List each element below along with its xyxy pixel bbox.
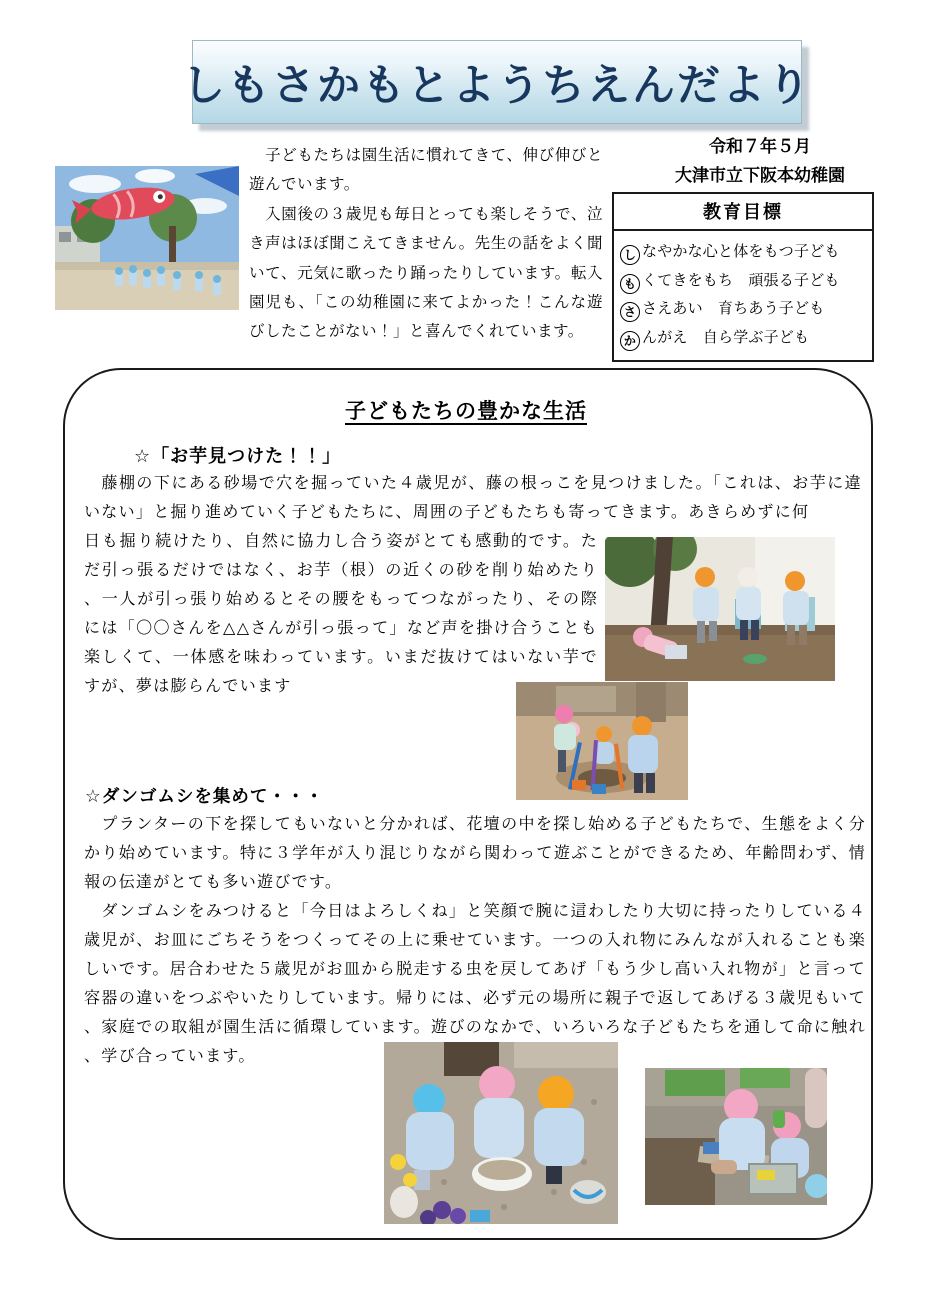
goal-item (620, 324, 868, 353)
circled-char-shi: し (620, 245, 640, 265)
intro-paragraph-1: 子どもたちは園生活に慣れてきて、伸び伸びと遊んでいます。 (249, 147, 603, 194)
circled-char-mo: も (620, 274, 640, 294)
intro-text (249, 141, 603, 347)
goal-text: なやかな心と体をもつ子ども (642, 243, 840, 260)
circled-char-ka: か (620, 331, 640, 351)
photo-bowl (384, 1042, 618, 1224)
education-goals-table (612, 192, 874, 362)
photo-shovels (516, 682, 688, 800)
intro-paragraph-2: 入園後の３歳児も毎日とっても楽しそうで、泣き声はほぼ聞こえてきません。先生の話をよく聞いて、元気に歌ったり踊ったりしています。転入園児も、「この幼稚園に来てよかった！こんな遊びしたことがない！」と喜んでくれています。 (249, 205, 603, 341)
goal-item (620, 267, 868, 296)
goal-text: さえあい 育ちあう子ども (642, 300, 825, 317)
title-banner (182, 40, 812, 124)
circled-char-sa: さ (620, 302, 640, 322)
photo-koinobori-image (55, 166, 239, 310)
issue-header (638, 132, 882, 190)
education-goals-header: 教育目標 (614, 194, 872, 231)
photo-bowl-image (384, 1042, 618, 1224)
goal-text: んがえ 自ら学ぶ子ども (642, 328, 810, 346)
goal-item (620, 238, 868, 267)
issue-date: 令和７年５月 (709, 137, 811, 156)
story2-heading: ☆ダンゴムシを集めて・・・ (85, 786, 324, 806)
education-goals-body (614, 231, 872, 360)
goal-item (620, 295, 868, 324)
photo-koinobori (55, 166, 239, 310)
story1-paragraph-1: 藤棚の下にある砂場で穴を掘っていた４歳児が、藤の根っこを見つけました。「これは、お芋に違いない」と掘り進めていく子どもたちに、周囲の子どもたちも寄ってきます。あきらめずに何 (84, 475, 862, 521)
story2-paragraph-1: プランターの下を探してもいないと分かれば、花壇の中を探し始める子どもたちで、生態をよく分かり始めています。特に３学年が入り混じりながら関わって遊ぶことができるため、年齢問わず、情報の伝達がとても多い遊びです。 (84, 816, 866, 891)
newsletter-title: しもさかもとようちえんだより (182, 61, 812, 110)
photo-tug-image (605, 537, 835, 681)
goal-text: くてきをもち 頑張る子ども (642, 271, 840, 289)
school-name: 大津市立下阪本幼稚園 (675, 166, 845, 185)
story1-paragraph-2: 日も掘り続けたり、自然に協力し合う姿がとても感動的です。ただ引っ張るだけではなく、お芋（根）の近くの砂を削り始めたり、一人が引っ張り始めるとその腰をもってつながったり、その際には「〇〇さんを△△さんが引っ張って」など声を掛け合うことも楽しくて、一体感を味わっています。いまだ抜けてはいない芋ですが、夢は膨らんでいます (84, 533, 598, 695)
section-main-title: 子どもたちの豊かな生活 (345, 400, 587, 423)
photo-planter (645, 1068, 827, 1205)
story2-paragraph-2: ダンゴムシをみつけると「今日はよろしくね」と笑顔で腕に這わしたり大切に持ったりしている４歳児が、お皿にごちそうをつくってその上に乗せています。一つの入れ物にみんなが入れることも楽しいです。居合わせた５歳児がお皿から脱走する虫を戻してあげ「もう少し高い入れ物が」と言って容器の違いをつぶやいたりしています。帰りには、必ず元の場所に親子で返してあげる３歳児もいて、家庭での取組が園生活に循環しています。遊びのなかで、いろいろな子どもたちを通して命に触れ、学び合っています。 (84, 903, 866, 1065)
photo-tug-of-war (605, 537, 835, 681)
photo-shovels-image (516, 682, 688, 800)
photo-planter-image (645, 1068, 827, 1205)
story1-heading: ☆「お芋見つけた！！」 (134, 446, 342, 466)
